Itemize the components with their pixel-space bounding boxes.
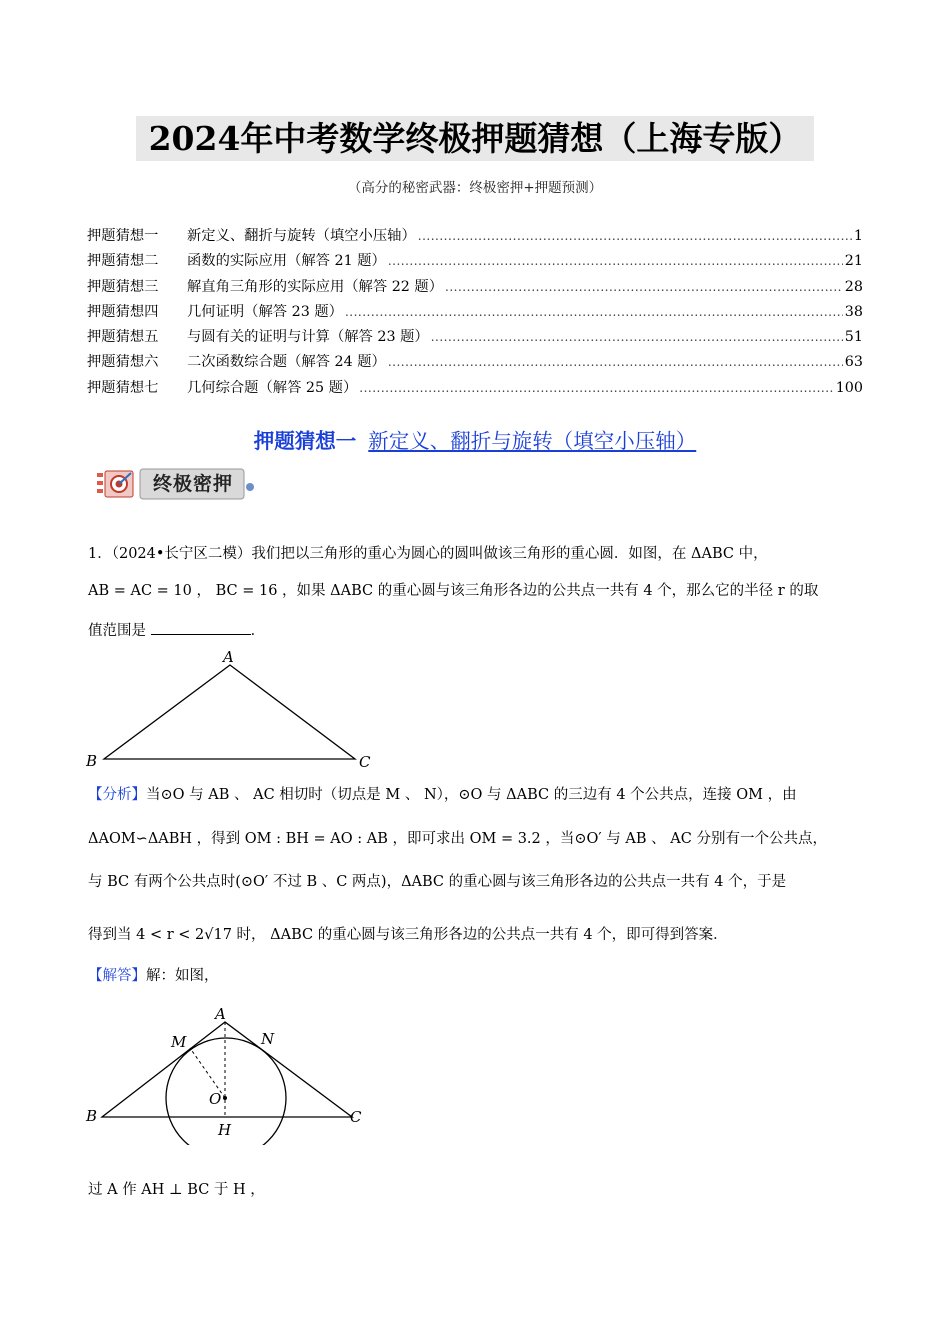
answer-line: [88, 966, 864, 986]
point-label-o: O: [209, 1090, 222, 1108]
problem-line: [88, 620, 864, 641]
badge-label: 终极密押: [152, 473, 233, 495]
toc-title: 几何综合题（解答 25 题）: [187, 379, 358, 396]
point-label-n: N: [261, 1030, 275, 1048]
toc-page: 1: [853, 228, 863, 244]
toc-title: 与圆有关的证明与计算（解答 23 题）: [187, 329, 429, 346]
toc-page: 28: [844, 278, 863, 295]
toc-leader: [418, 229, 852, 243]
dot-icon: [246, 483, 254, 491]
vertex-label-c: C: [350, 1108, 362, 1126]
page-title: 2024年中考数学终极押题猜想（上海专版）: [148, 119, 802, 158]
analysis-text: 当⊙O 与 AB 、 AC 相切时（切点是 M 、 N），⊙O 与 ΔABC 的三边有 4 个公共点，连接 OM ，由: [146, 787, 797, 803]
vertex-label-b: B: [86, 752, 98, 770]
toc-entry[interactable]: [87, 326, 863, 351]
solution-line: 过 A 作 AH ⊥ BC 于 H ，: [88, 1182, 265, 1198]
toc-title: 二次函数综合题（解答 24 题）: [187, 354, 386, 371]
page-subtitle: （高分的秘密武器：终极密押+押题预测）: [347, 180, 603, 196]
toc-label: 押题猜想七: [87, 379, 159, 396]
vertex-label-b: B: [86, 1107, 98, 1125]
toc-entry[interactable]: [87, 225, 863, 250]
toc-leader: [445, 280, 843, 294]
toc-leader: [345, 305, 843, 319]
vertex-label-c: C: [359, 753, 371, 771]
analysis-line: ΔAOM∽ΔABH ，得到 OM : BH = AO : AB ，即可求出 OM = 3.2 ，当⊙O′ 与 AB 、 AC 分别有一个公共点，: [88, 831, 827, 847]
toc-leader: [359, 381, 833, 395]
section-topic-link[interactable]: 新定义、翻折与旋转（填空小压轴）: [368, 429, 697, 453]
problem-line: AB = AC = 10 ， BC = 16 ，如果 ΔABC 的重心圆与该三角形各边的公共点一共有 4 个，那么它的半径 r 的取: [88, 583, 819, 599]
toc-entry[interactable]: [87, 377, 863, 402]
toc-label: 押题猜想二: [87, 253, 159, 270]
toc-label: 押题猜想四: [87, 303, 159, 320]
triangle-figure: [80, 645, 380, 775]
toc-entry[interactable]: [87, 351, 863, 376]
toc-label: 押题猜想六: [87, 354, 159, 371]
toc-page: 51: [844, 329, 863, 346]
toc-title: 函数的实际应用（解答 21 题）: [187, 253, 386, 270]
toc-title: 几何证明（解答 23 题）: [187, 303, 343, 320]
toc-title: 新定义、翻折与旋转（填空小压轴）: [187, 228, 416, 244]
toc-leader: [431, 330, 843, 344]
toc-page: 38: [844, 303, 863, 320]
toc-entry[interactable]: [87, 276, 863, 301]
analysis-line: 得到当 4 < r < 2√17 时， ΔABC 的重心圆与该三角形各边的公共点一共有 4 个，即可得到答案．: [88, 927, 728, 943]
answer-tag: 【解答】: [88, 968, 146, 984]
problem-text: ．: [250, 623, 266, 639]
triangle-abc: [102, 1022, 352, 1117]
table-of-contents: [87, 225, 863, 402]
toc-leader: [388, 355, 843, 369]
point-o: [223, 1096, 227, 1100]
toc-page: 63: [844, 354, 863, 371]
analysis-line: 与 BC 有两个公共点时(⊙O′ 不过 B 、C 两点)，ΔABC 的重心圆与该三角形各边的公共点一共有 4 个，于是: [88, 874, 787, 890]
toc-page: 21: [844, 253, 863, 270]
problem-text: 值范围是: [88, 623, 151, 639]
answer-text: 解：如图，: [146, 968, 219, 984]
section-label: 押题猜想一: [253, 429, 357, 453]
toc-label: 押题猜想三: [87, 278, 159, 295]
toc-page: 100: [835, 379, 863, 396]
section-heading: [0, 424, 950, 454]
toc-title: 解直角三角形的实际应用（解答 22 题）: [187, 278, 444, 295]
point-label-h: H: [218, 1121, 232, 1139]
answer-blank[interactable]: [151, 620, 251, 635]
circle-triangle-figure: [80, 1000, 380, 1145]
target-icon: [97, 471, 133, 497]
toc-entry[interactable]: [87, 250, 863, 275]
point-label-m: M: [171, 1033, 187, 1051]
toc-entry[interactable]: [87, 301, 863, 326]
triangle-abc: [104, 665, 355, 759]
toc-leader: [388, 254, 843, 268]
vertex-label-a: A: [215, 1005, 226, 1023]
toc-label: 押题猜想一: [87, 228, 159, 244]
analysis-line: [88, 785, 864, 805]
toc-label: 押题猜想五: [87, 329, 159, 346]
analysis-tag: 【分析】: [88, 787, 146, 803]
vertex-label-a: A: [223, 648, 234, 666]
problem-line: 1．（2024•长宁区二模）我们把以三角形的重心为圆心的圆叫做该三角形的重心圆．如图，在 ΔABC 中，: [88, 546, 768, 562]
